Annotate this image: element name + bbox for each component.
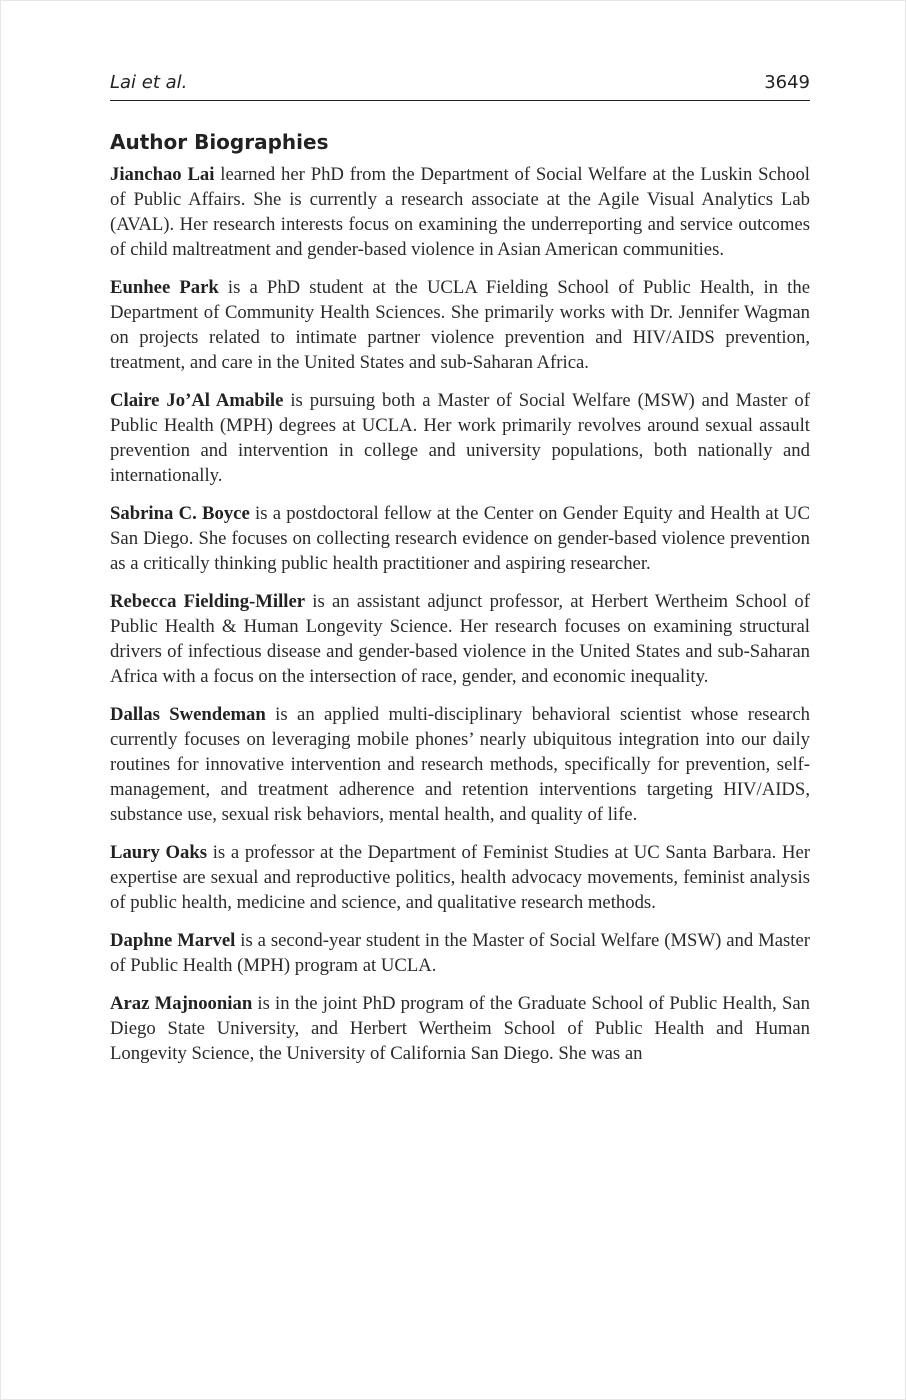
author-name: Dallas Swendeman — [110, 704, 266, 725]
running-head: Lai et al. — [110, 72, 188, 93]
bio-paragraph — [110, 162, 810, 262]
author-name: Claire Jo’Al Amabile — [110, 390, 284, 411]
bio-paragraph — [110, 275, 810, 375]
bio-text: is an applied multi-disciplinary behavioral scientist whose research currently focuses on leveraging mobile phones’ nearly ubiquitous integration into our daily routines for innovative intervention and research methods, specifically for prevention, self-management, and treatment adherence and retention interventions targeting HIV/AIDS, substance use, sexual risk behaviors, mental health, and quality of life. — [110, 704, 810, 825]
author-name: Sabrina C. Boyce — [110, 503, 250, 524]
author-name: Laury Oaks — [110, 842, 208, 863]
author-name: Jianchao Lai — [110, 164, 215, 185]
bio-text: learned her PhD from the Department of Social Welfare at the Luskin School of Public Affairs. She is currently a research associate at the Agile Visual Analytics Lab (AVAL). Her research interests focus on examining the underreporting and service outcomes of child maltreatment and gender-based violence in Asian American communities. — [110, 164, 810, 260]
author-name: Daphne Marvel — [110, 930, 236, 951]
main-content — [110, 130, 810, 1079]
author-name: Araz Majnoonian — [110, 993, 253, 1014]
bio-text: is a PhD student at the UCLA Fielding School of Public Health, in the Department of Community Health Sciences. She primarily works with Dr. Jennifer Wagman on projects related to intimate partner violence prevention and HIV/AIDS prevention, treatment, and care in the United States and sub-Saharan Africa. — [110, 277, 810, 373]
bio-text: is a second-year student in the Master of Social Welfare (MSW) and Master of Public Health (MPH) program at UCLA. — [110, 930, 811, 976]
section-title: Author Biographies — [110, 130, 329, 154]
bio-paragraph — [110, 388, 810, 488]
bio-paragraph — [110, 840, 810, 915]
running-header — [110, 70, 810, 101]
author-name: Eunhee Park — [110, 277, 219, 298]
author-name: Rebecca Fielding-Miller — [110, 591, 306, 612]
bio-paragraph — [110, 589, 810, 689]
bio-paragraph — [110, 991, 810, 1066]
bio-text: is a professor at the Department of Feminist Studies at UC Santa Barbara. Her expertise are sexual and reproductive politics, health advocacy movements, feminist analysis of public health, medicine and science, and qualitative research methods. — [110, 842, 811, 913]
bio-paragraph — [110, 501, 810, 576]
bio-paragraph — [110, 928, 810, 978]
bio-text: is pursuing both a Master of Social Welfare (MSW) and Master of Public Health (MPH) degrees at UCLA. Her work primarily revolves around sexual assault prevention and intervention in college and university populations, both nationally and internationally. — [110, 390, 810, 486]
page-number: 3649 — [764, 72, 810, 93]
bio-text: is a postdoctoral fellow at the Center on Gender Equity and Health at UC San Diego. She focuses on collecting research evidence on gender-based violence prevention as a critically thinking public health practitioner and aspiring researcher. — [110, 503, 810, 574]
bio-paragraph — [110, 702, 810, 827]
bio-text: is an assistant adjunct professor, at Herbert Wertheim School of Public Health & Human Longevity Science. Her research focuses on examining structural drivers of infectious disease and gender-based violence in the United States and sub-Saharan Africa with a focus on the intersection of race, gender, and economic inequality. — [110, 591, 810, 687]
bio-text: is in the joint PhD program of the Graduate School of Public Health, San Diego State University, and Herbert Wertheim School of Public Health and Human Longevity Science, the University of California San Diego. She was an — [110, 993, 810, 1064]
